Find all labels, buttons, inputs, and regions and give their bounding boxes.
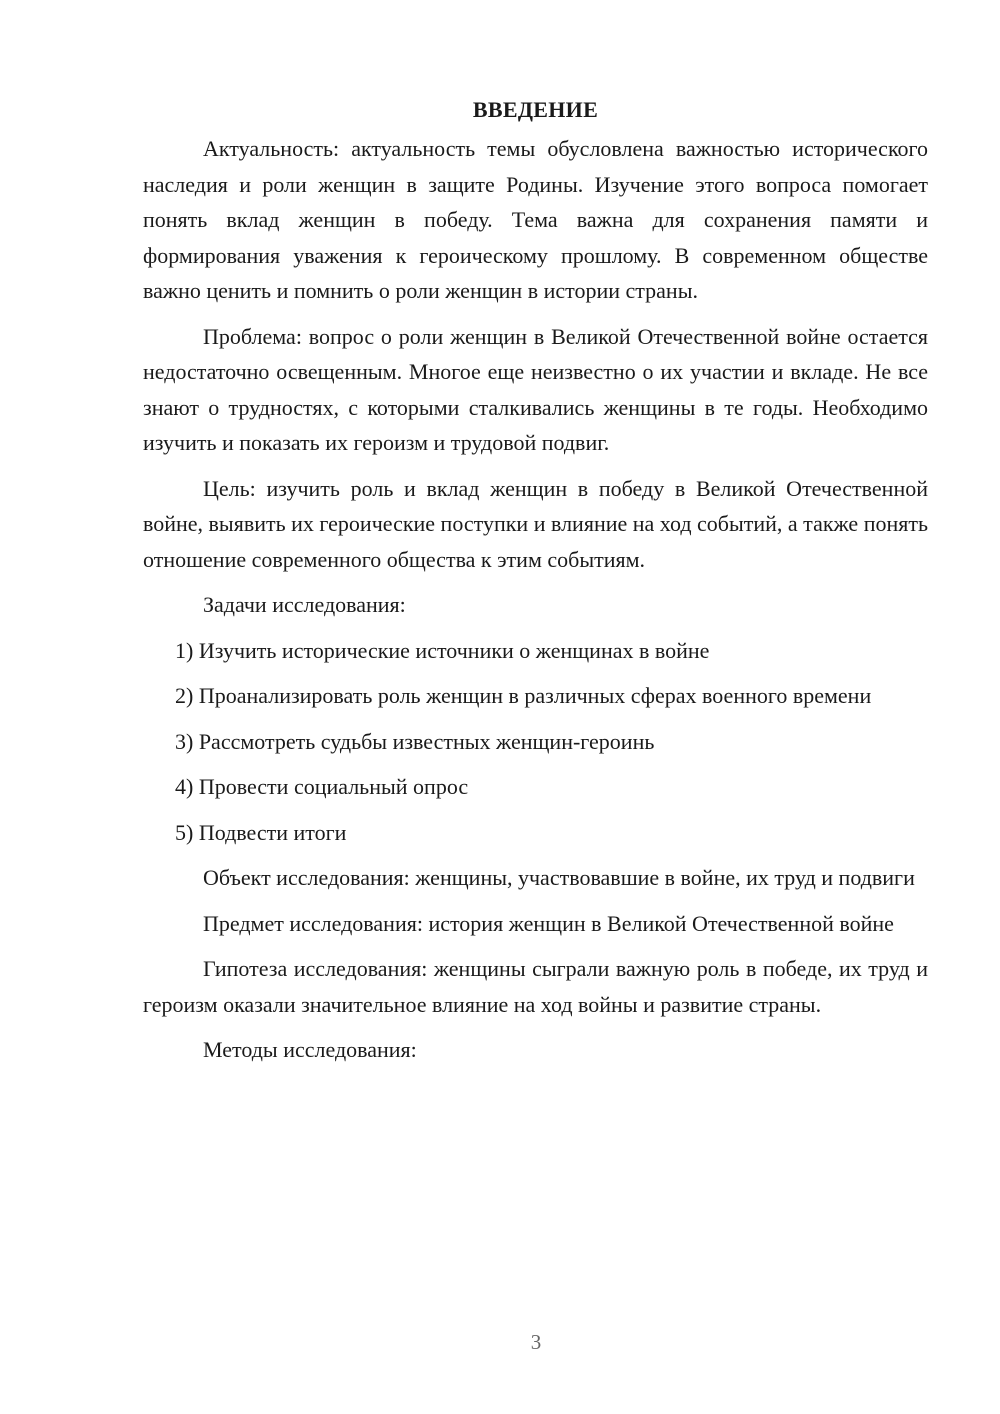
object-paragraph: Объект исследования: женщины, участвовавшие в войне, их труд и подвиги — [203, 865, 915, 890]
task-item-2: 2) Проанализировать роль женщин в различных сферах военного времени — [175, 683, 872, 708]
tasks-intro: Задачи исследования: — [203, 592, 406, 617]
task-item-3: 3) Рассмотреть судьбы известных женщин-героинь — [175, 728, 655, 754]
task-item-5: 5) Подвести итоги — [175, 819, 347, 845]
methods-intro: Методы исследования: — [203, 1037, 417, 1062]
subject-paragraph: Предмет исследования: история женщин в Великой Отечественной войне — [203, 910, 894, 936]
section-heading: ВВЕДЕНИЕ — [472, 97, 599, 122]
problem-paragraph: Проблема: вопрос о роли женщин в Великой Отечественной войне остается недостаточно освещенным. Многое еще неизвестно о их участии и вкладе. Не все знают о трудностях, с которыми сталкивались женщины в те годы. Необходимо изучить и показать их героизм и трудовой подвиг. — [143, 323, 928, 455]
task-item-4: 4) Провести социальный опрос — [175, 774, 469, 799]
task-item-1: 1) Изучить исторические источники о женщинах в войне — [175, 637, 710, 663]
relevance-paragraph: Актуальность: актуальность темы обусловлена важностью исторического наследия и роли женщин в защите Родины. Изучение этого вопроса помогает понять вклад женщин в победу. Тема важна для сохранения памяти и формирования уважения к героическому прошлому. В современном обществе важно ценить и помнить о роли женщин в истории страны. — [143, 136, 928, 303]
hypothesis-paragraph: Гипотеза исследования: женщины сыграли важную роль в победе, их труд и героизм оказали значительное влияние на ход войны и развитие страны. — [143, 956, 928, 1017]
page-number: 3 — [530, 1330, 542, 1354]
document-page — [143, 92, 928, 1068]
goal-paragraph: Цель: изучить роль и вклад женщин в победу в Великой Отечественной войне, выявить их героические поступки и влияние на ход событий, а также понять отношение современного общества к этим событиям. — [143, 475, 929, 572]
